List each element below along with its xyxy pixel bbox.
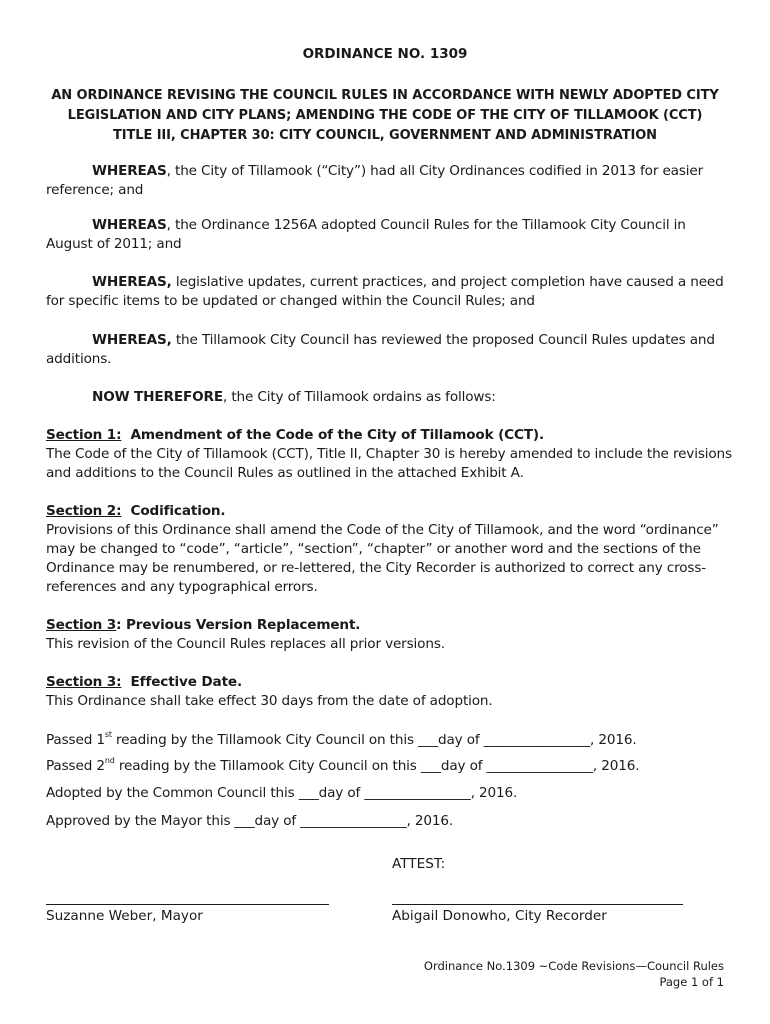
now-therefore-text: , the City of Tillamook ordains as follows: — [223, 389, 496, 405]
section-label: Section 2: — [46, 503, 122, 519]
section-title: Amendment of the Code of the City of Tillamook (CCT). — [130, 427, 544, 443]
section-body: The Code of the City of Tillamook (CCT), Title II, Chapter 30 is hereby amended to include the revisions and additions to the Council Rules as outlined in the attached Exhibit A. — [46, 446, 732, 481]
section-title: Codification. — [130, 503, 226, 519]
first-reading-prefix: Passed 1 — [46, 732, 105, 748]
section-body: This revision of the Council Rules replaces all prior versions. — [46, 636, 445, 652]
second-reading-prefix: Passed 2 — [46, 758, 105, 774]
whereas-text: the Tillamook City Council has reviewed the proposed Council Rules updates and additions. — [46, 332, 715, 367]
mayor-name: Suzanne Weber, Mayor — [46, 908, 203, 924]
recorder-name: Abigail Donowho, City Recorder — [392, 908, 607, 924]
whereas-paragraph-3 — [46, 273, 736, 311]
now-therefore-paragraph — [46, 388, 736, 407]
section-body: This Ordinance shall take effect 30 days from the date of adoption. — [46, 693, 493, 709]
section-3-effective — [46, 673, 736, 711]
footer-page-number: Page 1 of 1 — [659, 975, 724, 989]
section-heading — [46, 616, 736, 635]
first-reading-text: reading by the Tillamook City Council on this ___day of ________________, 2016. — [111, 732, 637, 748]
adopted-line: Adopted by the Common Council this ___day of ________________, 2016. — [46, 785, 518, 801]
section-2 — [46, 502, 736, 597]
recorder-signature-line — [392, 904, 683, 905]
whereas-text: , the City of Tillamook (“City”) had all City Ordinances codified in 2013 for easier reference; and — [46, 163, 704, 198]
second-reading-line — [46, 757, 736, 776]
section-label: Section 1: — [46, 427, 122, 443]
footer-doc-ref: Ordinance No.1309 ~Code Revisions—Council Rules — [423, 959, 724, 973]
ordinance-subtitle: AN ORDINANCE REVISING THE COUNCIL RULES IN ACCORDANCE WITH NEWLY ADOPTED CITY LEGISLATION AND CITY PLANS; AMENDING THE CODE OF THE CITY OF TILLAMOOK (CCT) TITLE III, CHAPTER 30: CITY COUNCIL, GOVERNMENT AND ADMINISTRATION — [51, 88, 719, 143]
section-label: Section 3: — [46, 674, 122, 690]
first-reading-ordinal: st — [104, 730, 112, 740]
mayor-signature-line — [46, 904, 329, 905]
whereas-lead: WHEREAS — [92, 217, 167, 233]
section-label: Section 3 — [46, 617, 117, 633]
second-reading-ordinal: nd — [104, 756, 115, 766]
whereas-lead: WHEREAS, — [92, 332, 172, 348]
section-heading — [46, 502, 736, 521]
section-title: Effective Date. — [130, 674, 242, 690]
approved-line: Approved by the Mayor this ___day of ________________, 2016. — [46, 813, 454, 829]
whereas-text: legislative updates, current practices, and project completion have caused a need for specific items to be updated or changed within the Council Rules; and — [46, 274, 724, 309]
whereas-text: , the Ordinance 1256A adopted Council Rules for the Tillamook City Council in August of 2011; and — [46, 217, 686, 252]
section-1 — [46, 426, 736, 483]
now-therefore-lead: NOW THEREFORE — [92, 389, 223, 405]
whereas-paragraph-4 — [46, 331, 736, 369]
whereas-lead: WHEREAS — [92, 163, 167, 179]
second-reading-text: reading by the Tillamook City Council on this ___day of ________________, 2016. — [114, 758, 640, 774]
whereas-paragraph-1 — [46, 162, 736, 200]
ordinance-title: ORDINANCE NO. 1309 — [302, 46, 468, 62]
first-reading-line — [46, 731, 736, 750]
section-3-replacement — [46, 616, 736, 654]
whereas-lead: WHEREAS, — [92, 274, 172, 290]
section-heading — [46, 426, 736, 445]
whereas-paragraph-2 — [46, 216, 736, 254]
section-body: Provisions of this Ordinance shall amend the Code of the City of Tillamook, and the word “ordinance” may be changed to “code”, “article”, “section”, “chapter” or another word and the sections of the Ordinance may be renumbered, or re-lettered, the City Recorder is authorized to correct any cross-references and any typographical errors. — [46, 522, 719, 595]
attest-label: ATTEST: — [392, 856, 446, 872]
section-heading — [46, 673, 736, 692]
section-title: : Previous Version Replacement. — [116, 617, 361, 633]
